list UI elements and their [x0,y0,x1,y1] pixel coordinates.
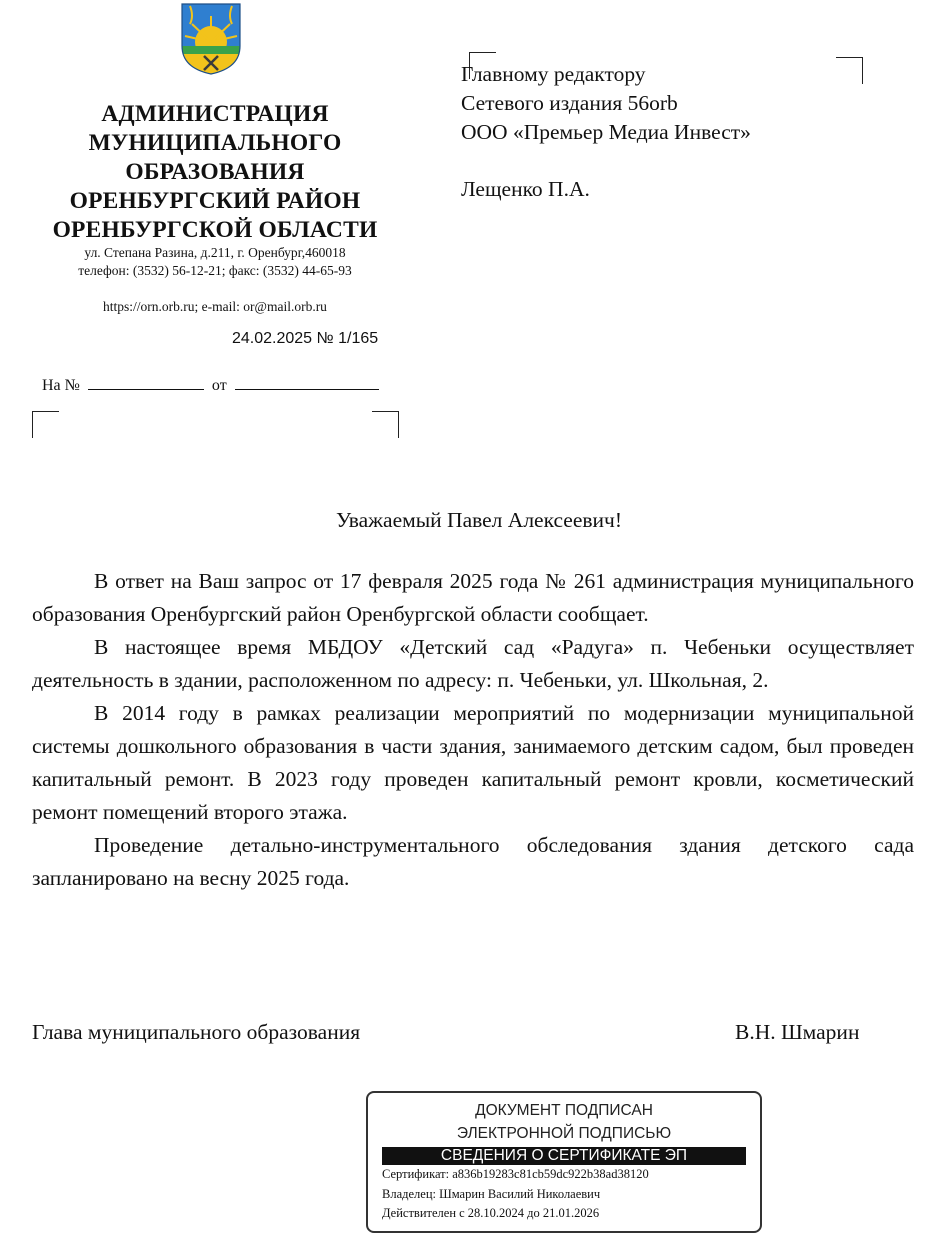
org-line: ОРЕНБУРГСКИЙ РАЙОН [69,188,361,214]
stamp-heading [368,1099,760,1145]
recipient-line: ООО «Премьер Медиа Инвест» [461,120,751,144]
corner-mark [836,57,863,84]
salutation: Уважаемый Павел Алексеевич! [335,508,623,532]
sender-address: ул. Степана Разина, д.211, г. Оренбург,460018 [84,245,346,260]
reference-date-blank [235,374,379,390]
signer-name: В.Н. Шмарин [735,1020,860,1044]
stamp-title-line: ДОКУМЕНТ ПОДПИСАН [475,1102,653,1119]
reference-date-label: от [211,377,227,394]
stamp-title-line: ЭЛЕКТРОННОЙ ПОДПИСЬЮ [456,1125,672,1142]
sender-phone: телефон: (3532) 56-12-21; факс: (3532) 44-65-93 [78,263,352,278]
paragraph: В ответ на Ваш запрос от 17 февраля 2025 года № 261 администрация муниципального образования Оренбургский район Оренбургской области сообщает. [32,569,914,626]
recipient-line: Главному редактору [461,62,646,86]
paragraph: Проведение детально-инструментального обследования здания детского сада запланировано на весну 2025 года. [32,833,914,890]
corner-mark [32,411,59,438]
sender-web-email: https://orn.orb.ru; e-mail: or@mail.orb.ru [103,299,327,314]
paragraph: В настоящее время МБДОУ «Детский сад «Радуга» п. Чебеньки осуществляет деятельность в здании, расположенном по адресу: п. Чебеньки, ул. Школьная, 2. [32,635,914,692]
coat-of-arms-icon [180,2,242,76]
org-line: ОРЕНБУРГСКОЙ ОБЛАСТИ [52,217,378,243]
organization-name [30,100,400,245]
e-signature-stamp [366,1091,762,1233]
signer-position: Глава муниципального образования [32,1020,361,1044]
reference-number-blank [88,374,204,390]
stamp-validity: Действителен с 28.10.2024 до 21.01.2026 [382,1206,600,1220]
org-line: ОБРАЗОВАНИЯ [125,159,305,185]
stamp-certificate: Сертификат: a836b19283c81cb59dc922b38ad38120 [382,1167,649,1181]
reference-prefix: На № [42,377,80,394]
org-line: МУНИЦИПАЛЬНОГО [88,130,342,156]
letter-body [32,565,914,895]
org-line: АДМИНИСТРАЦИЯ [101,101,329,127]
sender-contacts [30,244,400,280]
recipient-block [461,60,751,204]
recipient-name: Лещенко П.А. [461,177,590,201]
stamp-certificate-bar: СВЕДЕНИЯ О СЕРТИФИКАТЕ ЭП [382,1147,746,1165]
reference-line [42,374,379,395]
corner-mark [372,411,399,438]
paragraph: В 2014 году в рамках реализации мероприятий по модернизации муниципальной системы дошкольного образования в части здания, занимаемого детским садом, был проведен капитальный ремонт. В 2023 году проведен капитальный ремонт кровли, косметический ремонт помещений второго этажа. [32,701,914,824]
recipient-line: Сетевого издания 56orb [461,91,678,115]
stamp-owner: Владелец: Шмарин Василий Николаевич [382,1186,601,1201]
registration-number: 24.02.2025 № 1/165 [232,330,379,347]
